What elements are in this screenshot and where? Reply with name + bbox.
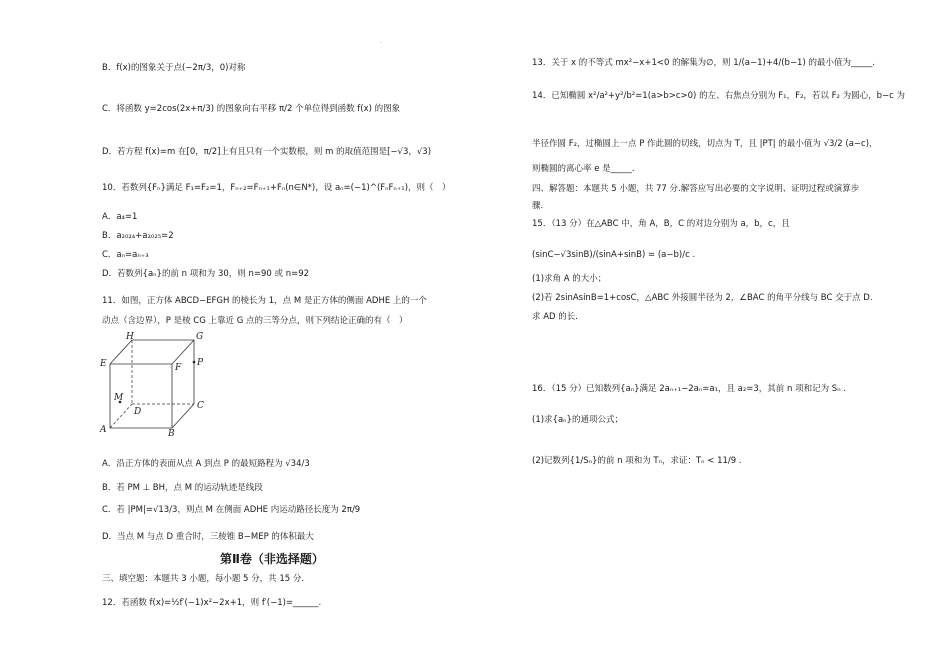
q16-part1: (1)求{aₙ}的通项公式； (532, 415, 623, 425)
cube-label-d: D (134, 407, 142, 417)
q12: 12．若函数 f(x)=½f′(−1)x²−2x+1，则 f′(−1)=______. (102, 598, 322, 608)
solve-heading-line1: 四、解答题：本题共 5 小题，共 77 分.解答应写出必要的文字说明、证明过程或演算步 (532, 184, 860, 194)
q14-line2: 半径作圆 F₂，过椭圆上一点 P 作此圆的切线，切点为 T，且 |PT| 的最小值为 √3/2 (a−c)， (532, 139, 878, 149)
cube-label-b: B (168, 429, 175, 438)
q10-option-a: A．a₄=1 (102, 212, 138, 222)
q14-line3: 则椭圆的离心率 e 是_____. (532, 164, 635, 174)
cube-label-f: F (175, 363, 182, 373)
q11-stem-line2: 动点（含边界），P 是棱 CG 上靠近 G 点的三等分点，则下列结论正确的有（ ） (102, 316, 408, 326)
fill-blank-heading: 三、填空题：本题共 3 小题，每小题 5 分，共 15 分. (102, 574, 305, 584)
section2-title: 第Ⅱ卷（非选择题） (220, 552, 324, 566)
q15-part3: 求 AD 的长. (532, 312, 578, 322)
q10-option-b: B．a₂₀₂₄+a₂₀₂₅=2 (102, 231, 174, 241)
solve-heading-line2: 骤. (532, 201, 544, 211)
cube-label-m: M (114, 393, 124, 403)
q11-option-c: C．若 |PM|=√13/3，则点 M 在侧面 ADHE 内运动路径长度为 2π/9 (102, 505, 361, 515)
cube-label-a: A (100, 425, 107, 435)
q11-option-d: D．当点 M 与点 D 重合时，三棱锥 B−MEP 的体积最大 (102, 532, 314, 542)
cube-label-h: H (126, 332, 134, 342)
q15-stem: 15．（13 分）在△ABC 中，角 A，B，C 的对边分别为 a，b，c，且 (532, 219, 790, 229)
q10-option-d: D．若数列{aₙ}的前 n 项和为 30，则 n=90 或 n=92 (102, 269, 310, 279)
q10-option-c: C．aₙ=aₙ₊₃ (102, 250, 149, 260)
cube-label-p: P (197, 358, 204, 368)
q16-stem: 16．（15 分）已知数列{aₙ}满足 2aₙ₊₁−2aₙ=a₁，且 a₂=3，其前 n 项和记为 Sₙ . (532, 384, 846, 394)
q10-stem: 10．若数列{Fₙ}满足 F₁=F₂=1，Fₙ₊₂=Fₙ₊₁+Fₙ(n∈N*)，设 aₙ=(−1)^(FₙFₙ₊₁)，则（ ） (102, 183, 451, 193)
q9-option-d: D．若方程 f(x)=m 在[0，π/2]上有且只有一个实数根，则 m 的取值范围是[−√3，√3) (102, 147, 432, 157)
q14-line1: 14．已知椭圆 x²/a²+y²/b²=1(a>b>c>0) 的左、右焦点分别为 F₁，F₂，若以 F₂ 为圆心，b−c 为 (532, 91, 905, 101)
top-mark: · (380, 40, 382, 47)
cube-label-c: C (197, 401, 204, 411)
q15-part2: (2)若 2sinAsinB=1+cosC，△ABC 外接圆半径为 2，∠BAC 的角平分线与 BC 交于点 D. (532, 293, 873, 303)
q15-formula: (sinC−√3sinB)/(sinA+sinB) = (a−b)/c . (532, 250, 696, 260)
q11-option-b: B．若 PM ⊥ BH，点 M 的运动轨迹是线段 (102, 483, 263, 493)
cube-figure (98, 330, 218, 438)
q11-option-a: A．沿正方体的表面从点 A 到点 P 的最短路程为 √34/3 (102, 459, 310, 469)
q15-part1: (1)求角 A 的大小； (532, 274, 607, 284)
cube-label-g: G (196, 332, 204, 342)
cube-label-e: E (100, 359, 107, 369)
q11-stem-line1: 11．如图，正方体 ABCD−EFGH 的棱长为 1，点 M 是正方体的侧面 ADHE 上的一个 (102, 296, 427, 306)
q16-part2: (2)记数列{1/Sₙ}的前 n 项和为 Tₙ，求证：Tₙ < 11/9 . (532, 456, 742, 466)
q13: 13．关于 x 的不等式 mx²−x+1<0 的解集为∅，则 1/(a−1)+4/(b−1) 的最小值为_____. (532, 58, 875, 68)
q9-option-b: B．f(x)的图象关于点(−2π/3，0)对称 (102, 63, 246, 73)
q9-option-c: C．将函数 y=2cos(2x+π/3) 的图象向右平移 π/2 个单位得到函数 f(x) 的图象 (102, 104, 401, 114)
